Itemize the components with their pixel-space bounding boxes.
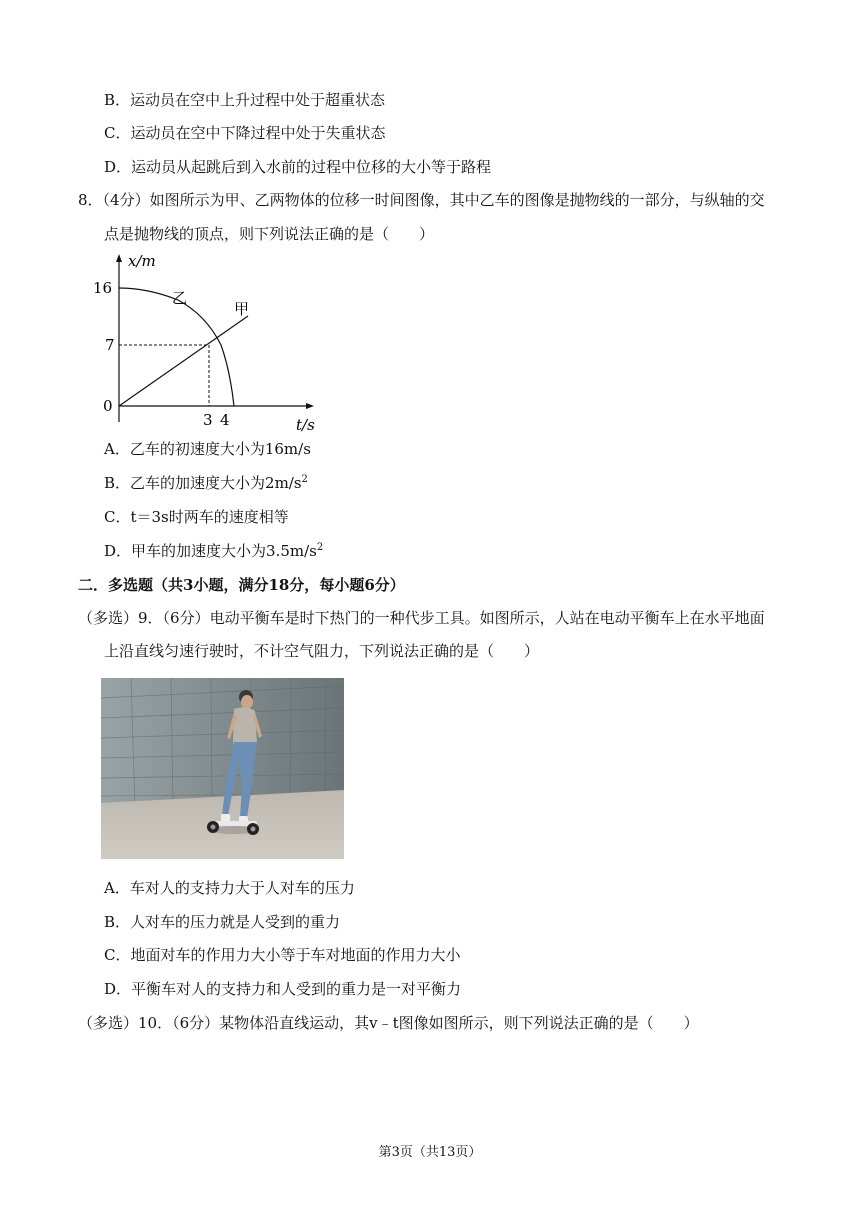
q9-option-c: C．地面对车的作用力大小等于车对地面的作用力大小 (104, 946, 461, 964)
option-d-prev: D．运动员从起跳后到入水前的过程中位移的大小等于路程 (104, 158, 492, 176)
x-axis-arrow (306, 403, 314, 409)
section-2-heading: 二．多选题（共3小题，满分18分，每小题6分） (78, 576, 405, 594)
y-axis-arrow (116, 254, 122, 262)
balance-scooter-photo (101, 678, 344, 859)
q8-option-d-superscript: 2 (316, 542, 324, 553)
y-tick-0: 0 (103, 397, 113, 415)
q8-option-d: D．甲车的加速度大小为$3.5m/s^2$ (104, 542, 324, 560)
q8-option-c: C．t＝3s时两车的速度相等 (104, 508, 289, 526)
label-jia: 甲 (234, 300, 250, 318)
q8-option-b: B．乙车的加速度大小为$2m/s^2$ (104, 474, 308, 492)
x-tick-3: 3 (203, 411, 213, 429)
q8-stem-line2: 点是抛物线的顶点，则下列说法正确的是（ ） (104, 225, 435, 243)
q9-option-b: B．人对车的压力就是人受到的重力 (104, 913, 341, 931)
q9-option-a: A．车对人的支持力大于人对车的压力 (104, 879, 355, 897)
x-axis-label: t/s (296, 416, 315, 434)
q10-stem: （多选）10．（6分）某物体沿直线运动，其v﹣t图像如图所示，则下列说法正确的是（ ） (78, 1014, 699, 1032)
label-yi: 乙 (172, 289, 188, 307)
q8-stem-line1: 8．（4分）如图所示为甲、乙两物体的位移一时间图像，其中乙车的图像是抛物线的一部分，与纵轴的交 (78, 191, 765, 209)
y-tick-7: 7 (105, 336, 115, 354)
position-time-graph (88, 250, 328, 435)
line-jia (119, 316, 248, 406)
q8-option-b-superscript: 2 (301, 474, 308, 485)
page-footer: 第3页（共13页） (378, 1145, 482, 1160)
q9-option-d: D．平衡车对人的支持力和人受到的重力是一对平衡力 (104, 980, 462, 998)
y-tick-16: 16 (93, 279, 113, 297)
option-b-prev: B．运动员在空中上升过程中处于超重状态 (104, 91, 386, 109)
x-tick-4: 4 (220, 411, 230, 429)
q8-option-a: A．乙车的初速度大小为16m/s (104, 440, 311, 458)
y-axis-label: x/m (128, 252, 156, 270)
q9-stem-line1: （多选）9．（6分）电动平衡车是时下热门的一种代步工具。如图所示，人站在电动平衡车上在水平地面 (78, 609, 765, 627)
option-c-prev: C．运动员在空中下降过程中处于失重状态 (104, 124, 386, 142)
q9-stem-line2: 上沿直线匀速行驶时，不计空气阻力，下列说法正确的是（ ） (104, 642, 540, 660)
